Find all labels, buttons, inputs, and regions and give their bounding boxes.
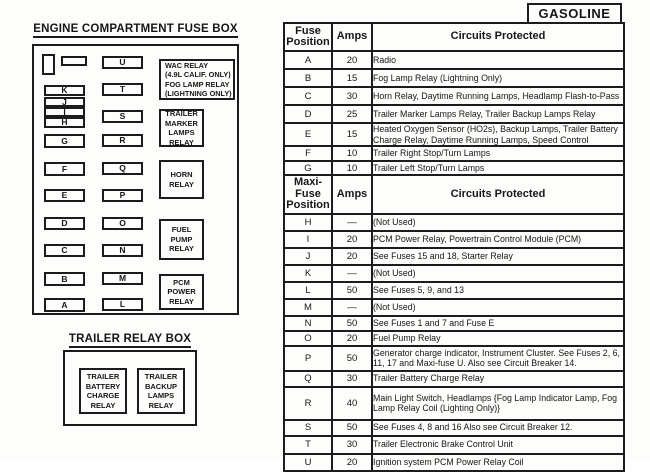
pcm-power-relay-box xyxy=(159,274,204,310)
cell-fuse-position: F xyxy=(284,146,332,161)
cell-fuse-position: R xyxy=(284,387,332,420)
fuse-slot: O xyxy=(102,217,143,230)
cell-fuse-position: A xyxy=(284,51,332,69)
relay-label-line: TRAILER xyxy=(86,372,120,381)
cell-amps: 15 xyxy=(332,69,372,87)
table-row xyxy=(284,299,624,316)
relay-label-line: RELAY xyxy=(169,244,194,254)
fuse-slot: B xyxy=(44,272,85,286)
fuse-slot: T xyxy=(102,83,143,96)
table-row xyxy=(284,420,624,436)
cell-amps: 10 xyxy=(332,146,372,161)
table-header-row xyxy=(284,175,624,214)
column-header-amps: Amps xyxy=(332,175,372,214)
trailer-marker-lamps-relay-box xyxy=(159,109,204,147)
relay-label-line: BATTERY xyxy=(85,381,121,391)
cell-amps: 15 xyxy=(332,123,372,146)
fuse-slot: Q xyxy=(102,162,143,175)
relay-label-line: TRAILER xyxy=(144,372,178,381)
table-row xyxy=(284,161,624,175)
cell-circuits-protected: Generator charge indicator, Instrument Cluster. See Fuses 2, 6, 11, 17 and Maxi-fuse U. Also see Circuit Breaker 14. xyxy=(372,346,624,371)
cell-circuits-protected: Radio xyxy=(372,51,624,69)
cell-circuits-protected: See Fuses 1 and 7 and Fuse E xyxy=(372,316,624,331)
table-row xyxy=(284,265,624,282)
fuse-slot: P xyxy=(102,189,143,202)
cell-fuse-position: S xyxy=(284,420,332,436)
cell-fuse-position: D xyxy=(284,105,332,123)
table-row xyxy=(284,51,624,69)
table-header-row xyxy=(284,23,624,51)
table-row xyxy=(284,123,624,146)
relay-label-line: RELAY xyxy=(169,296,194,306)
cell-amps: — xyxy=(332,214,372,231)
table-row xyxy=(284,105,624,123)
relay-label-line: FOG LAMP RELAY xyxy=(165,79,230,89)
cell-circuits-protected: Main Light Switch, Headlamps {Fog Lamp Indicator Lamp, Fog Lamp Relay Coil (Lighting Only)} xyxy=(372,387,624,420)
engine-fuse-box-title: ENGINE COMPARTMENT FUSE BOX xyxy=(32,23,239,38)
fuse-slot: U xyxy=(102,56,143,69)
relay-label-line: MARKER xyxy=(165,118,198,128)
column-header-amps: Amps xyxy=(332,23,372,51)
fuse-slot: E xyxy=(44,189,85,202)
cell-amps: 20 xyxy=(332,231,372,248)
fuse-slot: M xyxy=(102,272,143,285)
cell-amps: — xyxy=(332,265,372,282)
relay-label-line: RELAY xyxy=(169,137,194,147)
cell-amps: 30 xyxy=(332,371,372,387)
fuse-slot: K xyxy=(44,85,85,96)
table-row xyxy=(284,87,624,105)
table-row xyxy=(284,248,624,265)
cell-fuse-position: E xyxy=(284,123,332,146)
fuse-slot: L xyxy=(102,298,143,311)
relay-label-line: LAMPS xyxy=(147,391,175,400)
table-row xyxy=(284,214,624,231)
fuse-slot: S xyxy=(102,110,143,123)
fuse-slot: I xyxy=(44,107,85,117)
fuse-slot: F xyxy=(44,162,85,176)
cell-fuse-position: M xyxy=(284,299,332,316)
cell-circuits-protected: Trailer Battery Charge Relay xyxy=(372,371,624,387)
cell-amps: 20 xyxy=(332,454,372,471)
cell-circuits-protected: See Fuses 5, 9, and 13 xyxy=(372,282,624,299)
fuse-slot: R xyxy=(102,134,143,147)
cell-amps: 20 xyxy=(332,51,372,69)
cell-amps: 50 xyxy=(332,346,372,371)
fuse-slot: D xyxy=(44,217,85,230)
relay-label-line: CHARGE xyxy=(86,391,120,400)
table-row xyxy=(284,146,624,161)
cell-amps: 20 xyxy=(332,248,372,265)
cell-amps: 50 xyxy=(332,420,372,436)
cell-fuse-position: K xyxy=(284,265,332,282)
cell-circuits-protected: Fuel Pump Relay xyxy=(372,331,624,346)
horn-relay-box xyxy=(159,160,204,199)
relay-label-line: (4.9L CALIF. ONLY) xyxy=(165,70,231,79)
column-header-position: Maxi-Fuse Position xyxy=(284,175,332,214)
relay-label-line: HORN xyxy=(170,170,193,179)
cell-fuse-position: N xyxy=(284,316,332,331)
cell-fuse-position: J xyxy=(284,248,332,265)
relay-label-line: LAMPS xyxy=(168,128,195,137)
relay-label-line: FUEL xyxy=(171,225,192,235)
cell-fuse-position: T xyxy=(284,436,332,454)
relay-label-line: RELAY xyxy=(169,179,194,189)
cell-amps: 25 xyxy=(332,105,372,123)
fuse-slot: N xyxy=(102,244,143,257)
trailer-battery-charge-relay-box xyxy=(79,368,127,414)
table-row xyxy=(284,69,624,87)
cell-fuse-position: Q xyxy=(284,371,332,387)
gasoline-badge xyxy=(527,3,622,24)
unlabeled-fuse-slot xyxy=(61,56,87,66)
cell-circuits-protected: (Not Used) xyxy=(372,265,624,282)
column-header-circuits: Circuits Protected xyxy=(372,175,624,214)
relay-label-line: RELAY xyxy=(90,400,116,410)
cell-fuse-position: L xyxy=(284,282,332,299)
fuse-slot: C xyxy=(44,244,85,257)
cell-amps: 30 xyxy=(332,436,372,454)
cell-circuits-protected: (Not Used) xyxy=(372,299,624,316)
cell-fuse-position: O xyxy=(284,331,332,346)
cell-amps: 10 xyxy=(332,161,372,175)
table-row xyxy=(284,316,624,331)
table-row xyxy=(284,282,624,299)
cell-amps: 40 xyxy=(332,387,372,420)
cell-circuits-protected: Trailer Marker Lamps Relay, Trailer Backup Lamps Relay xyxy=(372,105,624,123)
relay-label-line: POWER xyxy=(167,287,196,297)
column-header-position: Fuse Position xyxy=(284,23,332,51)
relay-label-line: TRAILER xyxy=(165,109,198,118)
fuse-slot: G xyxy=(44,134,85,148)
cell-circuits-protected: Trailer Right Stop/Turn Lamps xyxy=(372,146,624,161)
cell-circuits-protected: PCM Power Relay, Powertrain Control Module (PCM) xyxy=(372,231,624,248)
cell-amps: 50 xyxy=(332,316,372,331)
relay-label-line: BACKUP xyxy=(144,381,178,391)
unlabeled-fuse-slot xyxy=(42,54,55,75)
cell-fuse-position: I xyxy=(284,231,332,248)
relay-label-line: PCM xyxy=(173,277,190,287)
table-row xyxy=(284,331,624,346)
cell-circuits-protected: Horn Relay, Daytime Running Lamps, Headlamp Flash-to-Pass xyxy=(372,87,624,105)
cell-circuits-protected: Heated Oxygen Sensor (HO2s), Backup Lamps, Trailer Battery Charge Relay, Daytime Running Lamps, Speed Control xyxy=(372,123,624,146)
fuse-slot: H xyxy=(44,117,85,128)
cell-fuse-position: B xyxy=(284,69,332,87)
fuse-table xyxy=(283,22,625,472)
relay-label-line: (LIGHTNING ONLY) xyxy=(165,89,232,98)
trailer-backup-lamps-relay-box xyxy=(137,368,185,414)
cell-circuits-protected: (Not Used) xyxy=(372,214,624,231)
table-row xyxy=(284,454,624,471)
cell-circuits-protected: See Fuses 4, 8 and 16 Also see Circuit Breaker 12. xyxy=(372,420,624,436)
wac-fog-lamp-relay-box xyxy=(159,59,235,100)
cell-amps: 50 xyxy=(332,282,372,299)
trailer-relay-box-title: TRAILER RELAY BOX xyxy=(48,333,212,348)
cell-circuits-protected: Ignition system PCM Power Relay Coil xyxy=(372,454,624,471)
relay-label-line: RELAY xyxy=(148,400,174,410)
cell-circuits-protected: Trailer Electronic Brake Control Unit xyxy=(372,436,624,454)
fuse-slot: A xyxy=(44,298,85,312)
cell-fuse-position: U xyxy=(284,454,332,471)
gasoline-badge-label: GASOLINE xyxy=(538,6,611,21)
cell-fuse-position: C xyxy=(284,87,332,105)
relay-label-line: WAC RELAY xyxy=(165,60,209,70)
cell-circuits-protected: Trailer Left Stop/Turn Lamps xyxy=(372,161,624,175)
cell-amps: — xyxy=(332,299,372,316)
table-row xyxy=(284,371,624,387)
cell-circuits-protected: Fog Lamp Relay (Lightning Only) xyxy=(372,69,624,87)
column-header-circuits: Circuits Protected xyxy=(372,23,624,51)
cell-amps: 20 xyxy=(332,331,372,346)
cell-fuse-position: H xyxy=(284,214,332,231)
table-row xyxy=(284,387,624,420)
cell-fuse-position: P xyxy=(284,346,332,371)
relay-label-line: PUMP xyxy=(170,234,193,244)
cell-amps: 30 xyxy=(332,87,372,105)
table-row xyxy=(284,346,624,371)
fuel-pump-relay-box xyxy=(159,219,204,260)
table-row xyxy=(284,436,624,454)
fuse-slot: J xyxy=(44,97,85,107)
table-row xyxy=(284,231,624,248)
cell-fuse-position: G xyxy=(284,161,332,175)
engine-fuse-box-diagram xyxy=(32,44,239,315)
cell-circuits-protected: See Fuses 15 and 18, Starter Relay xyxy=(372,248,624,265)
trailer-relay-box-diagram xyxy=(63,350,197,426)
